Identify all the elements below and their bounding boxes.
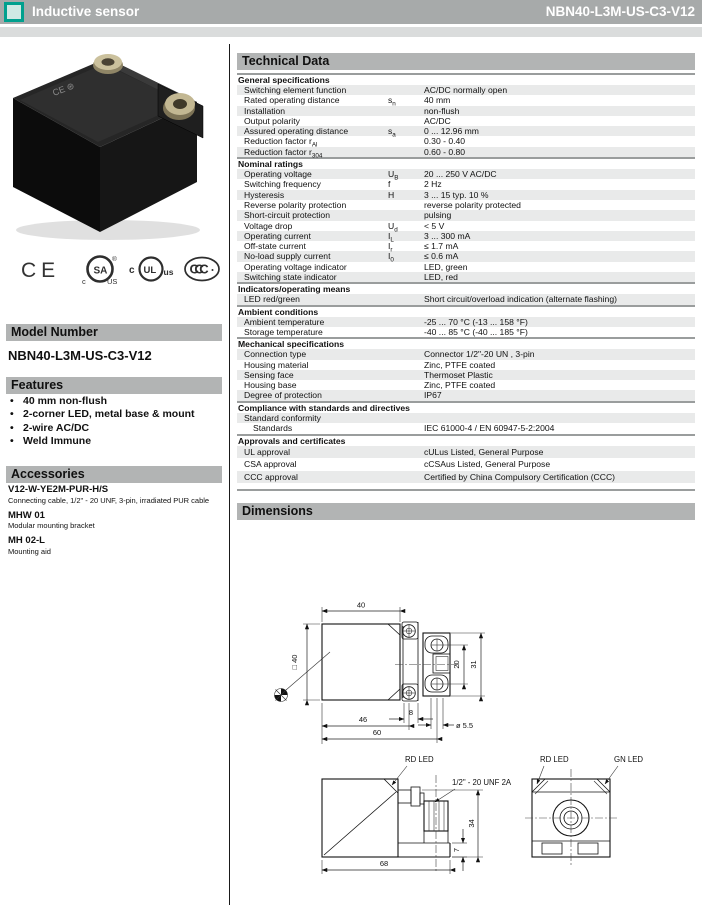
spec-label: Short-circuit protection [244,210,330,221]
feature-item: • 40 mm non-flush [10,395,195,408]
spec-label: No-load supply current [244,251,331,262]
spec-row [237,471,695,483]
spec-row [237,85,695,95]
spec-row [237,458,695,470]
spec-symbol: $I_L$ [388,230,394,244]
spec-value: < 5 V [424,220,445,231]
sensing-face-symbol [275,689,288,702]
spec-value: -25 ... 70 °C (-13 ... 158 °F) [424,316,528,327]
table-bottom-rule [237,489,695,491]
spec-label: Sensing face [244,369,294,380]
spec-symbol: $s_n$ [388,95,396,109]
spec-section [237,73,695,160]
spec-value: -40 ... 85 °C (-40 ... 185 °F) [424,326,528,337]
spec-label: Standard conformity [244,412,321,423]
photo-print: CE ⊛ [51,80,76,98]
svg-text:20: 20 [452,660,461,669]
features-list [10,395,195,448]
spec-symbol: f [388,179,391,190]
spec-row [237,423,695,434]
ul-logo [129,258,174,281]
spec-row [237,327,695,337]
spec-value [424,413,695,424]
spec-row [237,200,695,210]
csa-logo [82,255,117,286]
spec-label: UL approval [244,446,291,457]
ce-mark [21,259,60,282]
certification-logos [8,248,222,288]
spec-symbol [388,262,424,272]
spec-symbol [388,136,424,146]
section-title: Mechanical specifications [237,337,695,349]
spec-label: Reverse polarity protection [244,199,347,210]
section-title: Indicators/operating means [237,282,695,294]
section-title: Compliance with standards and directives [237,401,695,413]
spec-label: Switching frequency [244,179,321,190]
spec-value: Short circuit/overload indication (alternate flashing) [424,294,617,305]
screw-top [93,54,123,74]
spec-label: Operating voltage indicator [244,261,347,272]
accessory-desc: Modular mounting bracket [8,521,95,530]
svg-text:60: 60 [372,728,382,737]
product-photo [8,42,222,244]
spec-label: Rated operating distance [244,95,340,106]
spec-label: Connection type [244,349,307,360]
spec-label: Degree of protection [244,390,322,401]
spec-value: 2 Hz [424,179,442,190]
drawing-top-view [275,601,486,745]
spec-section [237,157,695,282]
spec-label: Reduction factor $r_{304}$ [244,146,323,160]
spec-label: Operating current [244,230,311,241]
spec-value: Connector 1/2"-20 UN , 3-pin [424,349,535,360]
svg-text:SA: SA [93,265,108,277]
section-title: Approvals and certificates [237,434,695,446]
feature-item: • Weld Immune [10,435,195,448]
feature-item: • 2-wire AC/DC [10,422,195,435]
spec-label: Off-state current [244,241,306,252]
spec-row [237,317,695,327]
spec-symbol: $I_0$ [388,251,394,265]
spec-symbol [388,116,424,126]
spec-row [237,413,695,424]
spec-row [237,126,695,139]
spec-row [237,116,695,126]
accessory-desc: Mounting aid [8,546,51,556]
spec-value: 0 ... 12.96 mm [424,126,479,137]
svg-text:US: US [107,277,118,286]
svg-text:c: c [82,277,86,286]
accessory-name: MH 02-L [8,535,45,546]
spec-label: Standards [253,423,293,434]
spec-row [237,390,695,400]
spec-row [237,106,695,116]
spec-value: 20 ... 250 V AC/DC [424,169,497,180]
svg-text:34: 34 [467,819,476,828]
model-number-value: NBN40-L3M-US-C3-V12 [8,348,152,363]
spec-row [237,190,695,200]
spec-value: 3 ... 15 typ. 10 % [424,189,489,200]
spec-row [237,169,695,182]
spec-value: LED, red [424,272,458,283]
ccc-logo [185,258,219,281]
spec-value: AC/DC normally open [424,85,508,95]
page-title: Inductive sensor [32,4,140,19]
svg-text:UL: UL [143,265,157,276]
svg-text:RD LED: RD LED [405,755,434,764]
section-title: Nominal ratings [237,157,695,169]
column-divider [229,44,230,905]
technical-data-heading: Technical Data [237,53,695,70]
spec-row [237,179,695,189]
spec-value: AC/DC [424,115,451,126]
spec-symbol: $U_B$ [388,169,399,182]
spec-label: Switching element function [244,85,347,95]
svg-text:1/2" - 20 UNF 2A: 1/2" - 20 UNF 2A [452,778,512,787]
spec-row [237,380,695,390]
drawing-back-view [525,755,643,867]
spec-symbol [388,85,424,95]
brand-accent-square [4,2,24,22]
spec-value: IEC 61000-4 / EN 60947-5-2:2004 [424,423,555,434]
spec-value: cCSAus Listed, General Purpose [424,459,551,470]
spec-row [237,272,695,282]
spec-label: Reduction factor $r_{Al}$ [244,136,318,150]
accessory-name: V12-W-YE2M-PUR-H/S [8,484,109,495]
accessories-heading: Accessories [6,466,222,483]
svg-text:us: us [163,267,174,277]
spec-symbol: $I_r$ [388,241,393,254]
spec-label: CSA approval [244,459,297,470]
svg-text:GN LED: GN LED [614,755,644,764]
svg-text:c: c [129,265,135,276]
spec-value: pulsing [424,210,452,221]
dimensions-heading: Dimensions [237,503,695,520]
section-title: General specifications [237,73,695,85]
svg-text:7: 7 [452,847,461,853]
spec-symbol [388,272,424,282]
spec-symbol [388,200,424,210]
header-shadow-strip [0,27,702,37]
spec-label: LED red/green [244,294,300,305]
spec-row [237,446,695,458]
svg-text:CE: CE [21,259,61,282]
spec-row [237,251,695,265]
spec-symbol: H [388,189,395,200]
technical-data-panel [237,53,695,520]
dimension-drawings [237,523,702,903]
spec-row [237,136,695,150]
spec-section [237,305,695,338]
spec-row [237,241,695,254]
spec-label: Housing base [244,380,297,391]
spec-value: Zinc, PTFE coated [424,380,496,391]
spec-value: Zinc, PTFE coated [424,359,496,370]
spec-value: LED, green [424,261,468,272]
svg-text:®: ® [112,256,117,263]
spec-label: Assured operating distance [244,126,349,137]
spec-label: Hysteresis [244,189,285,200]
spec-label: Operating voltage [244,169,312,180]
header-model-number: NBN40-L3M-US-C3-V12 [545,4,695,19]
accessories-list [8,484,226,561]
spec-value: Certified by China Compulsory Certification (CCC) [424,471,616,482]
spec-label: Output polarity [244,115,300,126]
spec-label: CCC approval [244,471,298,482]
svg-text:8: 8 [408,708,414,717]
spec-label: Voltage drop [244,220,293,231]
spec-row [237,210,695,220]
spec-section [237,337,695,400]
drawing-side-view [322,755,512,874]
spec-value: ≤ 0.6 mA [424,251,459,262]
features-heading: Features [6,377,222,394]
spec-label: Switching state indicator [244,272,337,283]
accessory-name: MHW 01 [8,509,45,521]
spec-row [237,146,695,160]
spec-symbol [388,106,424,116]
spec-row [237,360,695,370]
spec-symbol: $U_d$ [388,220,398,234]
spec-row [237,220,695,234]
svg-text:31: 31 [469,660,478,669]
section-title: Ambient conditions [237,305,695,317]
spec-section [237,282,695,304]
svg-text:CCC: CCC [189,261,205,277]
svg-text:46: 46 [358,715,368,724]
spec-label: Ambient temperature [244,316,325,327]
model-number-heading: Model Number [6,324,222,341]
svg-text:RD LED: RD LED [540,755,569,764]
spec-symbol: $s_a$ [388,126,396,139]
spec-row [237,262,695,272]
spec-row [237,95,695,109]
feature-item: • 2-corner LED, metal base & mount [10,408,195,421]
spec-row [237,349,695,359]
spec-label: Storage temperature [244,326,323,337]
svg-text:40: 40 [356,600,366,610]
svg-text:ø 5.5: ø 5.5 [456,721,474,730]
spec-label: Installation [244,105,286,116]
spec-row [237,370,695,380]
spec-label: Housing material [244,359,309,370]
accessory-desc: Connecting cable, 1/2" - 20 UNF, 3-pin, irradiated PUR cable [8,495,210,505]
spec-value: IP67 [424,390,442,401]
spec-value: 0.60 - 0.80 [424,146,466,157]
spec-value: ≤ 1.7 mA [424,241,459,252]
spec-value: cULus Listed, General Purpose [424,446,544,457]
spec-value: reverse polarity protected [424,199,521,210]
spec-symbol [388,147,424,157]
spec-value: 40 mm [424,95,451,106]
spec-symbol [388,210,424,220]
svg-text:□ 40: □ 40 [290,654,299,670]
spec-row [237,294,695,304]
spec-value: 3 ... 300 mA [424,230,471,241]
spec-row [237,230,695,244]
spec-value: 0.30 - 0.40 [424,136,466,147]
svg-text:68: 68 [379,859,389,868]
spec-section [237,401,695,434]
spec-section [237,434,695,483]
spec-value: non-flush [424,105,460,116]
page-header [0,0,702,24]
spec-value: Thermoset Plastic [424,369,493,380]
screw-symbol [403,625,416,700]
